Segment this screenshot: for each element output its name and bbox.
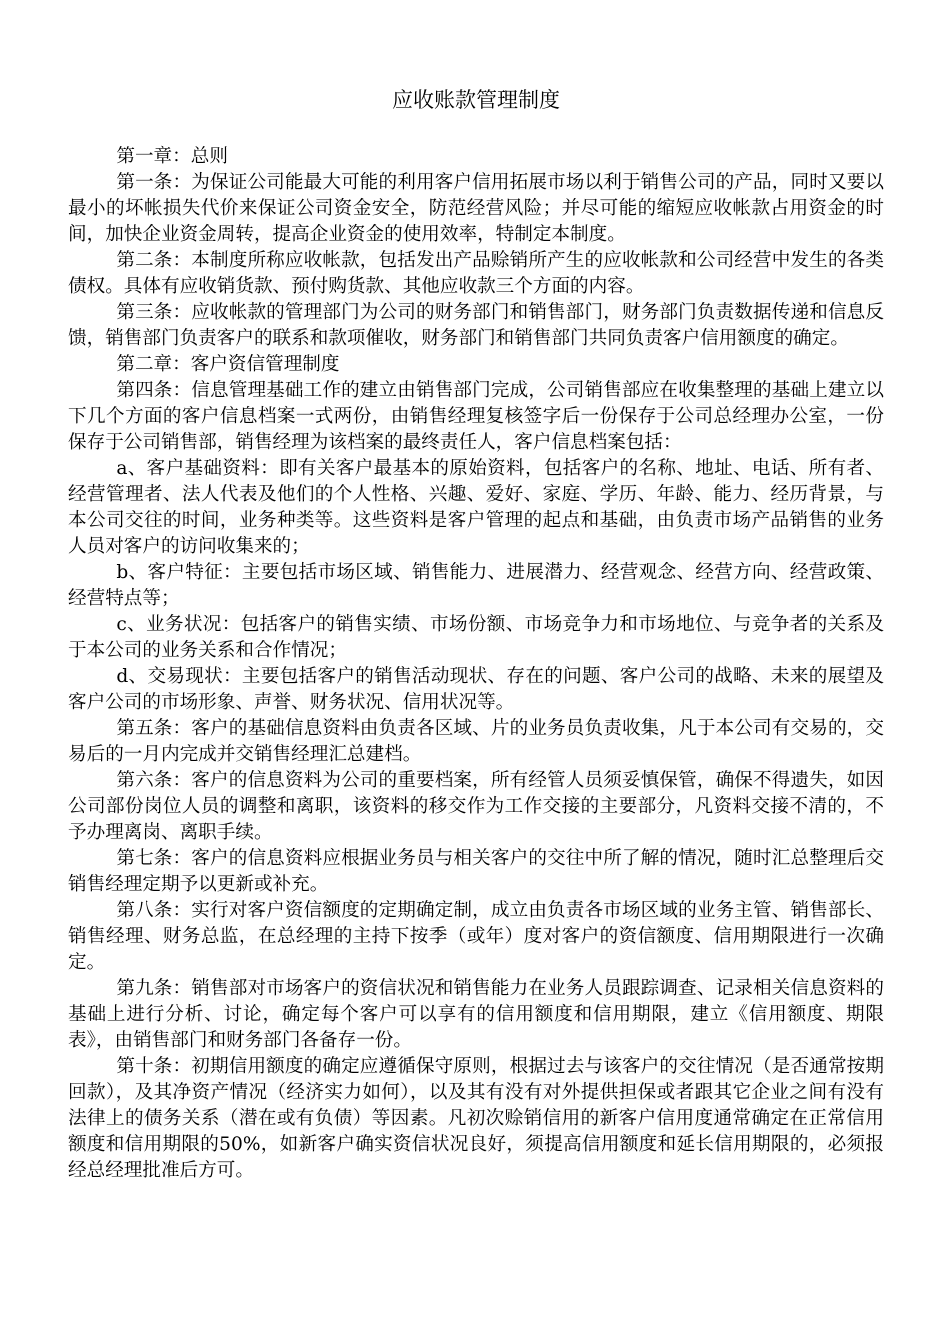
article-9: 第九条：销售部对市场客户的资信状况和销售能力在业务人员跟踪调查、记录相关信息资料的基础上进行分析、讨论，确定每个客户可以享有的信用额度和信用期限，建立《信用额度、期限表》，由销售部门和财务部门各备存一份。 [68,978,884,1051]
chapter-2-heading: 第二章：客户资信管理制度 [116,354,340,375]
article-7: 第七条：客户的信息资料应根据业务员与相关客户的交往中所了解的情况，随时汇总整理后交销售经理定期予以更新或补充。 [68,848,884,895]
document-page [68,84,884,1184]
article-2: 第二条：本制度所称应收帐款，包括发出产品赊销所产生的应收帐款和公司经营中发生的各类债权。具体有应收销货款、预付购货款、其他应收款三个方面的内容。 [68,250,884,297]
article-4: 第四条：信息管理基础工作的建立由销售部门完成，公司销售部应在收集整理的基础上建立以下几个方面的客户信息档案一式两份，由销售经理复核签字后一份保存于公司总经理办公室，一份保存于公司销售部，销售经理为该档案的最终责任人，客户信息档案包括： [68,380,884,453]
document-title: 应收账款管理制度 [392,88,560,112]
item-d: d、交易现状：主要包括客户的销售活动现状、存在的问题、客户公司的战略、未来的展望及客户公司的市场形象、声誉、财务状况、信用状况等。 [68,666,884,713]
article-1: 第一条：为保证公司能最大可能的利用客户信用拓展市场以利于销售公司的产品，同时又要以最小的坏帐损失代价来保证公司资金安全，防范经营风险；并尽可能的缩短应收帐款占用资金的时间，加快企业资金周转，提高企业资金的使用效率，特制定本制度。 [68,172,884,245]
article-3: 第三条：应收帐款的管理部门为公司的财务部门和销售部门，财务部门负责数据传递和信息反馈，销售部门负责客户的联系和款项催收，财务部门和销售部门共同负责客户信用额度的确定。 [68,302,884,349]
item-b: b、客户特征：主要包括市场区域、销售能力、进展潜力、经营观念、经营方向、经营政策、经营特点等； [68,562,884,609]
article-6: 第六条：客户的信息资料为公司的重要档案，所有经管人员须妥慎保管，确保不得遗失，如因公司部份岗位人员的调整和离职，该资料的移交作为工作交接的主要部分，凡资料交接不清的，不予办理离岗、离职手续。 [68,770,884,843]
item-c: c、业务状况：包括客户的销售实绩、市场份额、市场竞争力和市场地位、与竞争者的关系及于本公司的业务关系和合作情况； [68,614,884,661]
chapter-1-heading: 第一章：总则 [116,146,228,167]
item-a: a、客户基础资料：即有关客户最基本的原始资料，包括客户的名称、地址、电话、所有者、经营管理者、法人代表及他们的个人性格、兴趣、爱好、家庭、学历、年龄、能力、经历背景，与本公司交往的时间，业务种类等。这些资料是客户管理的起点和基础，由负责市场产品销售的业务人员对客户的访问收集来的； [68,458,884,557]
article-8: 第八条：实行对客户资信额度的定期确定制，成立由负责各市场区域的业务主管、销售部长、销售经理、财务总监，在总经理的主持下按季（或年）度对客户的资信额度、信用期限进行一次确定。 [68,900,884,973]
article-5: 第五条：客户的基础信息资料由负责各区域、片的业务员负责收集，凡于本公司有交易的，交易后的一月内完成并交销售经理汇总建档。 [68,718,884,765]
article-10: 第十条：初期信用额度的确定应遵循保守原则，根据过去与该客户的交往情况（是否通常按期回款），及其净资产情况（经济实力如何），以及其有没有对外提供担保或者跟其它企业之间有没有法律上的债务关系（潜在或有负债）等因素。凡初次赊销信用的新客户信用度通常确定在正常信用额度和信用期限的50%，如新客户确实资信状况良好，须提高信用额度和延长信用期限的，必须报经总经理批准后方可。 [68,1056,884,1181]
